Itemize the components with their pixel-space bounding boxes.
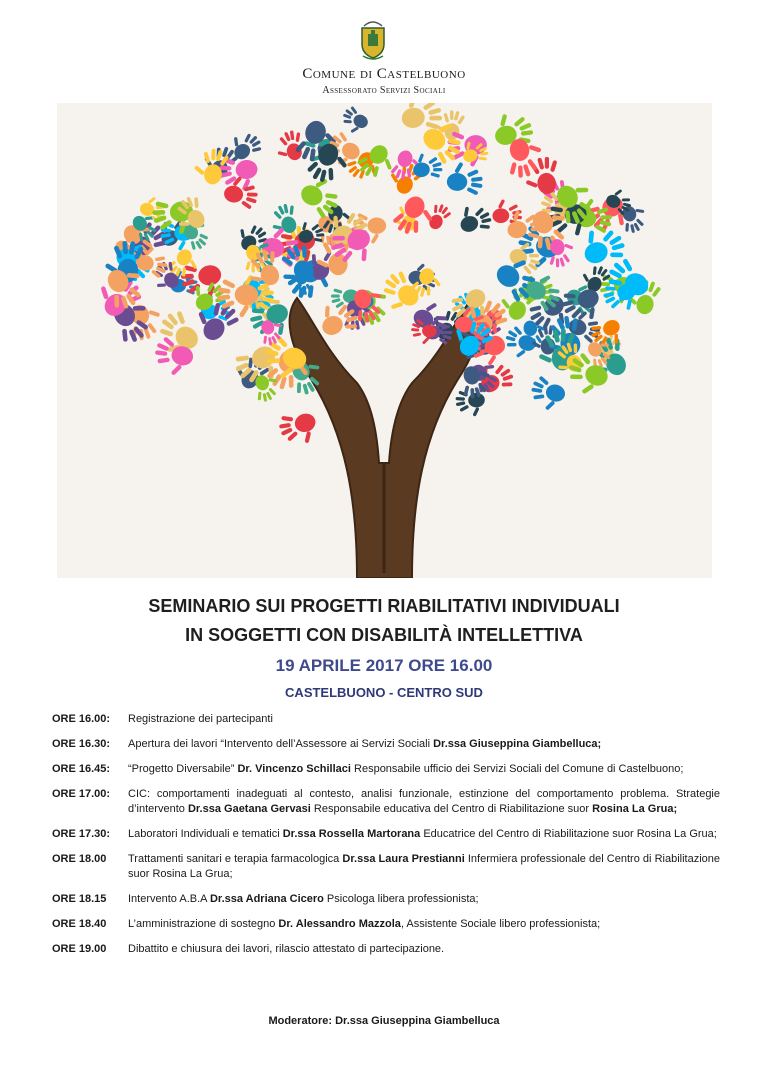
event-date: 19 APRILE 2017 ORE 16.00 [275,656,493,675]
hand-print-icon [222,174,261,211]
schedule-description [128,787,720,817]
schedule-time: ORE 18.40 [52,918,107,930]
description-text: Responsabile educativa del Centro di Riabilitazione suor [310,803,593,815]
description-text: Educatrice del Centro di Riabilitazione suor Rosina La Grua; [420,828,717,840]
hand-print-icon [266,201,302,238]
speaker-name: Dr.ssa Adriana Cicero [209,893,324,905]
hand-print-icon [455,389,486,418]
description-text: Trattamenti sanitari e terapia farmacologica [128,853,343,865]
hand-print-icon [399,103,444,134]
description-text: CIC: comportamenti inadeguati al contesto, analisi funzionale, estinzione del comportamento problema. Strategie d’intervento [128,788,720,815]
schedule-row [52,942,720,957]
hand-print-icon [353,139,399,186]
description-text: “Progetto Diversabile” [128,763,238,775]
schedule-description [128,852,720,882]
description-text: Responsabile ufficio dei Servizi Sociali del Comune di Castelbuono; [350,763,684,775]
schedule-time: ORE 18.15 [52,893,107,905]
schedule-description [128,762,720,777]
description-text: Apertura dei lavori “Intervento dell’Assessore ai Servizi Sociali [128,738,434,750]
schedule-description [128,942,720,957]
schedule-row [52,852,720,882]
moderator-line: Moderatore: Dr.ssa Giuseppina Giambelluca [268,1015,500,1027]
hand-print-icon [420,199,454,233]
schedule-time: ORE 18.00 [52,853,107,865]
hand-print-icon [455,200,494,238]
schedule-description [128,712,720,727]
hand-print-icon [226,126,266,165]
description-text: Psicologa libera professionista; [323,893,479,905]
description-text: Infermiera professionale del Centro di Riabilitazione suor Rosina La Grua; [128,853,720,880]
schedule-time: ORE 19.00 [52,943,107,955]
schedule-time: ORE 17.00: [52,788,111,800]
hand-print-icon [447,162,483,196]
hand-print-icon [390,191,440,242]
seminar-title-line1: SEMINARIO SUI PROGETTI RIABILITATIVI INDIVIDUALI [148,596,620,616]
schedule-row [52,892,720,907]
schedule-row [52,827,720,842]
schedule-time: ORE 17.30: [52,828,111,840]
schedule-row [52,917,720,932]
description-text: Dibattito e chiusura dei lavori, rilascio attestato di partecipazione. [128,943,445,955]
seminar-title-line2: IN SOGGETTI CON DISABILITÀ INTELLETTIVA [185,625,583,645]
speaker-name: Dr.ssa Rossella Martorana [282,828,421,840]
schedule-description [128,827,720,842]
schedule-time: ORE 16.00: [52,713,111,725]
schedule-time: ORE 16.30: [52,738,111,750]
schedule-description [128,892,720,907]
hands-tree-illustration [57,103,712,578]
schedule-row [52,762,720,777]
event-location: CASTELBUONO - CENTRO SUD [285,685,483,700]
schedule-row [52,712,720,727]
department-name: Assessorato Servizi Sociali [322,85,446,96]
schedule-row [52,787,720,817]
speaker-name: Rosina La Grua; [592,803,678,815]
hand-print-icon [527,374,569,414]
schedule-description [128,737,720,752]
municipality-name: Comune di Castelbuono [302,66,466,82]
description-text: , Assistente Sociale libero professionista; [400,918,601,930]
hand-print-icon [276,407,321,450]
hand-print-icon [416,114,471,168]
schedule-row [52,737,720,752]
description-text: Laboratori Individuali e tematici [128,828,283,840]
schedule-time: ORE 16.45: [52,763,111,775]
program-schedule [52,712,720,967]
schedule-description [128,917,720,932]
speaker-name: Dr.ssa Laura Prestianni [342,853,465,865]
description-text: L’amministrazione di sostegno [128,918,279,930]
description-text: Intervento A.B.A [128,893,210,905]
speaker-name: Dr. Alessandro Mazzola [278,918,401,930]
speaker-name: Dr. Vincenzo Schillaci [237,763,351,775]
municipal-crest-icon [358,18,388,60]
speaker-name: Dr.ssa Giuseppina Giambelluca; [433,738,602,750]
description-text: Registrazione dei partecipanti [128,713,273,725]
speaker-name: Dr.ssa Gaetana Gervasi [187,803,311,815]
